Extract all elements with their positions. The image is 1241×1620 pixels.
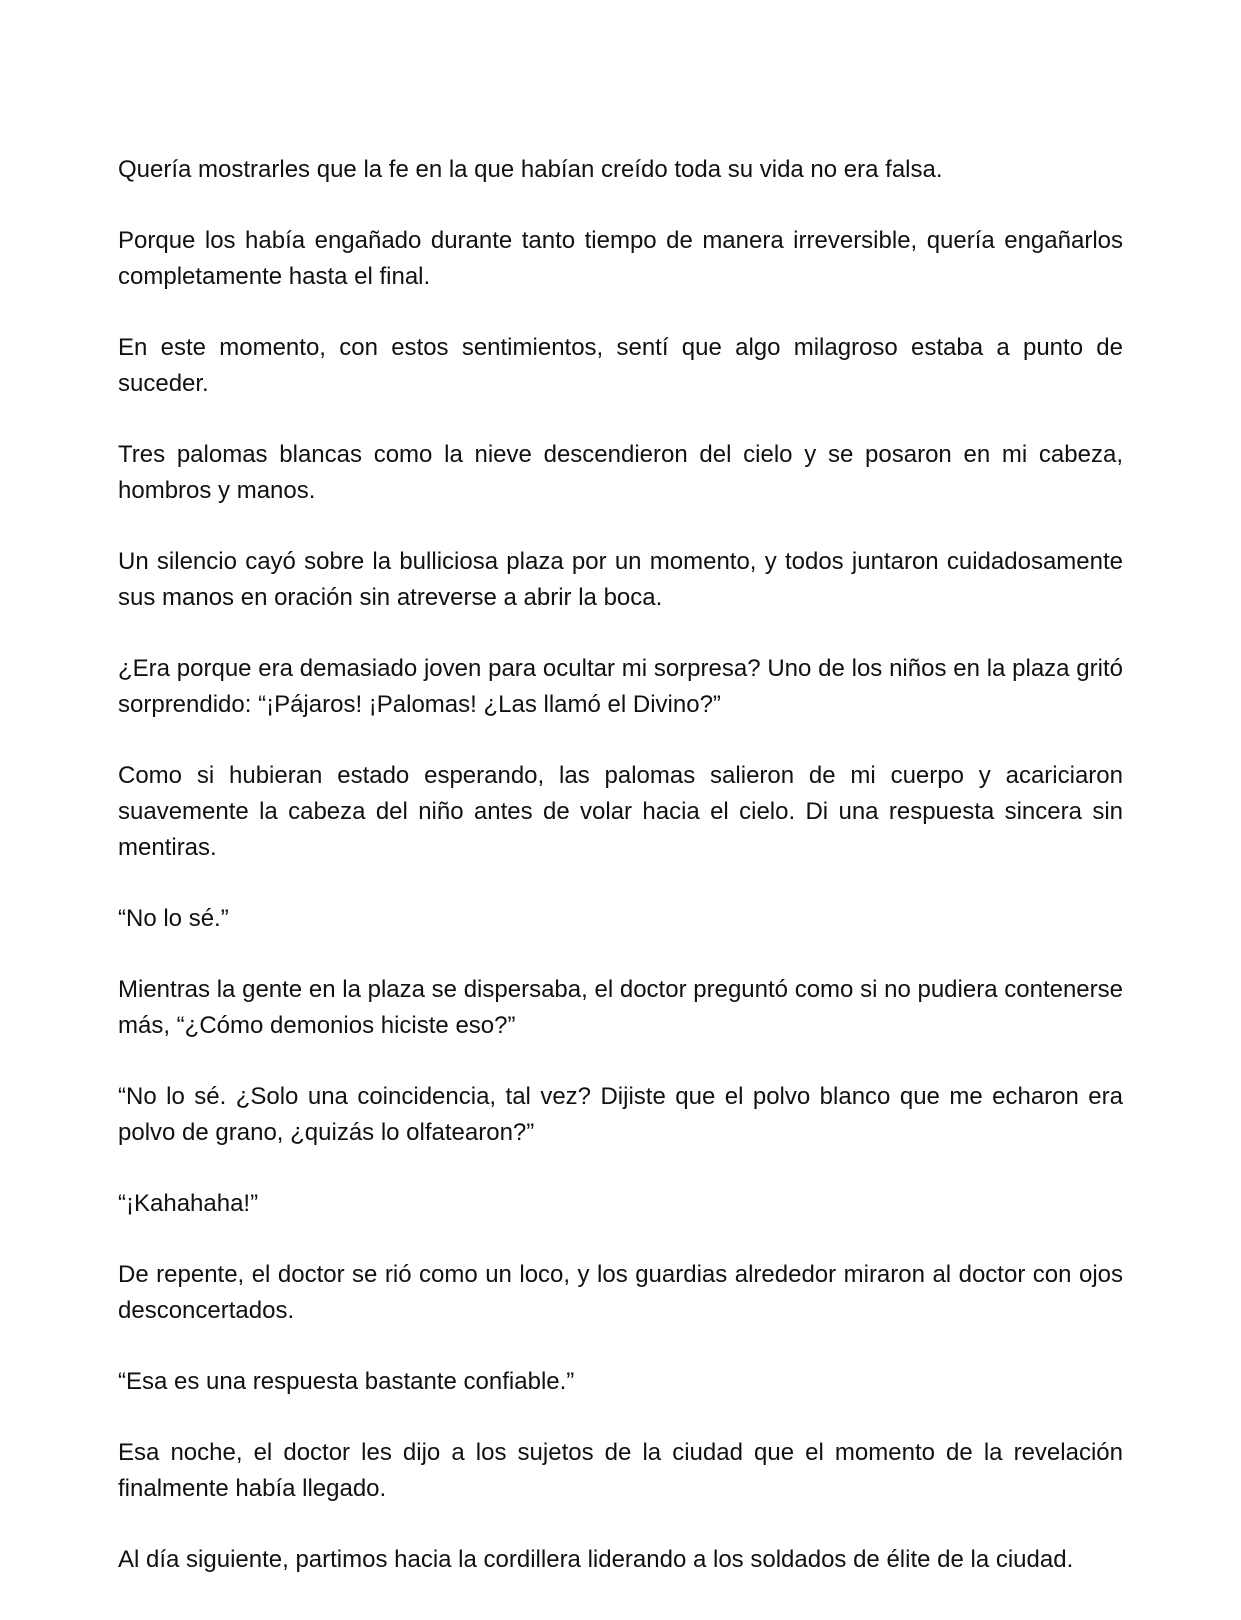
document-body: [118, 152, 1123, 1613]
paragraph-13: “Esa es una respuesta bastante confiable.”: [118, 1368, 575, 1395]
paragraph-4: Tres palomas blancas como la nieve descendieron del cielo y se posaron en mi cabeza, hombros y manos.: [118, 441, 1123, 504]
paragraph-9: Mientras la gente en la plaza se dispersaba, el doctor preguntó como si no pudiera contenerse más, “¿Cómo demonios hiciste eso?”: [118, 976, 1123, 1039]
paragraph-11: “¡Kahahaha!”: [118, 1190, 259, 1217]
paragraph-8: “No lo sé.”: [118, 905, 229, 932]
paragraph-15: Al día siguiente, partimos hacia la cordillera liderando a los soldados de élite de la ciudad.: [118, 1546, 1074, 1573]
paragraph-2: Porque los había engañado durante tanto tiempo de manera irreversible, quería engañarlos completamente hasta el final.: [118, 227, 1123, 290]
paragraph-3: En este momento, con estos sentimientos, sentí que algo milagroso estaba a punto de suceder.: [118, 334, 1123, 397]
paragraph-1: Quería mostrarles que la fe en la que habían creído toda su vida no era falsa.: [118, 156, 943, 183]
paragraph-5: Un silencio cayó sobre la bulliciosa plaza por un momento, y todos juntaron cuidadosamente sus manos en oración sin atreverse a abrir la boca.: [118, 548, 1123, 611]
paragraph-7: Como si hubieran estado esperando, las palomas salieron de mi cuerpo y acariciaron suavemente la cabeza del niño antes de volar hacia el cielo. Di una respuesta sincera sin mentiras.: [118, 762, 1123, 861]
paragraph-12: De repente, el doctor se rió como un loco, y los guardias alrededor miraron al doctor con ojos desconcertados.: [118, 1261, 1123, 1324]
paragraph-14: Esa noche, el doctor les dijo a los sujetos de la ciudad que el momento de la revelación finalmente había llegado.: [118, 1439, 1123, 1502]
paragraph-10: “No lo sé. ¿Solo una coincidencia, tal vez? Dijiste que el polvo blanco que me echaron era polvo de grano, ¿quizás lo olfatearon?”: [118, 1083, 1123, 1146]
paragraph-6: ¿Era porque era demasiado joven para ocultar mi sorpresa? Uno de los niños en la plaza gritó sorprendido: “¡Pájaros! ¡Palomas! ¿Las llamó el Divino?”: [118, 655, 1123, 718]
